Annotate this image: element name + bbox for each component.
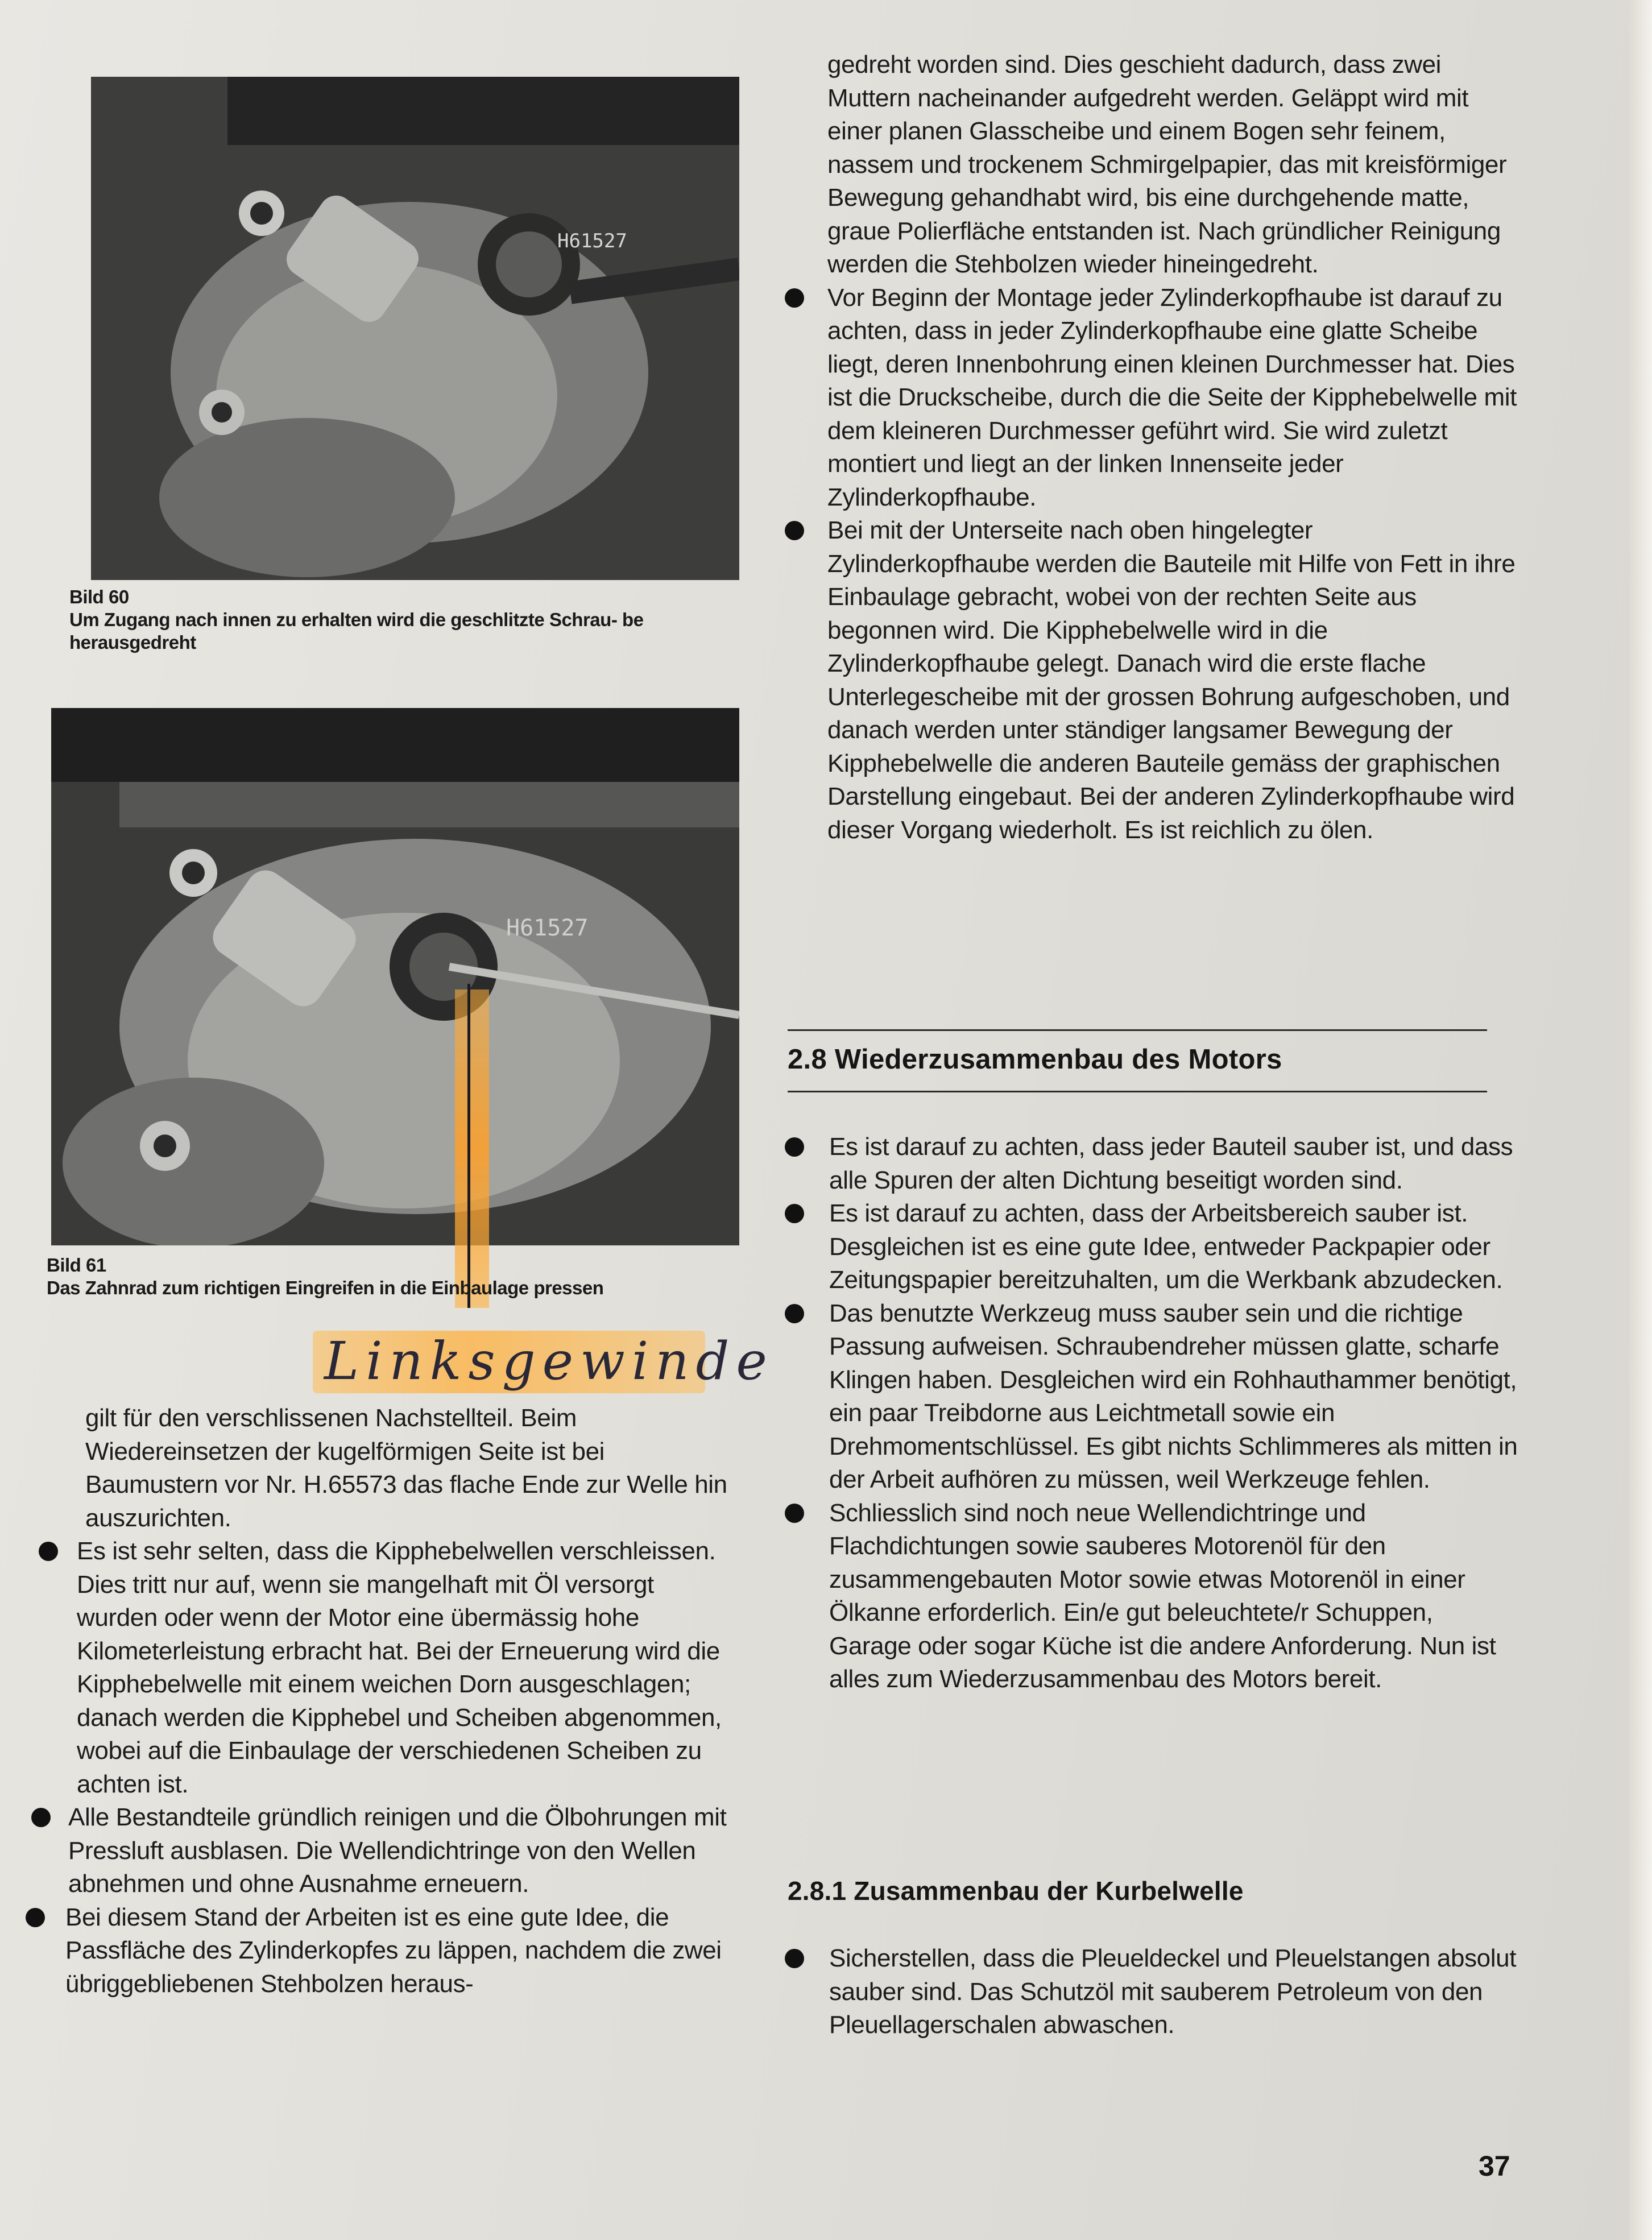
subsection-bullet-item: Sicherstellen, dass die Pleueldeckel und Pleuelstangen absolut sauber sind. Das Schutzöl mit sauberem Petroleum von den Pleuellagerschalen abwaschen. (785, 1942, 1518, 2042)
bullet-icon (39, 1542, 58, 1561)
section-rule-top (788, 1029, 1487, 1031)
figure-61-caption-block (47, 1254, 757, 1299)
handwritten-note (313, 1331, 774, 1393)
section-bullet-item: Das benutzte Werkzeug muss sauber sein und die richtige Passung aufweisen. Schraubendreher müssen glatte, scharfe Klingen haben. Desgleichen wird ein Rohhauthammer benötigt, ein paar Treibdorne aus Leichtmetall sowie ein Drehmomentschlüssel. Es gibt nichts Schlimmeres als mitten in der Arbeit aufhören zu müssen, weil Werkzeuge fehlen. (785, 1297, 1518, 1497)
left-intro-paragraph: gilt für den verschlissenen Nachstellteil. Beim Wiedereinsetzen der kugelförmigen Seite ist bei Baumustern vor Nr. H.65573 das flache Ende zur Welle hin auszurichten. (85, 1404, 727, 1532)
bullet-icon (31, 1808, 51, 1827)
figure-60-photo (91, 77, 739, 580)
left-bullet-item: Es ist sehr selten, dass die Kipphebelwellen verschleissen. Dies tritt nur auf, wenn sie mangelhaft mit Öl versorgt wurden oder wenn der Motor eine übermässig hohe Kilometerleistung erbracht hat. Bei der Erneuerung wird die Kipphebelwelle mit einem weichen Dorn ausgeschlagen; danach werden die Kipphebel und Scheiben abgenommen, wobei auf die Einbaulage der verschiedenen Scheiben zu achten ist. (34, 1535, 739, 1801)
left-column (34, 1402, 739, 2001)
figure-60-label: Bild 60 (69, 586, 129, 607)
left-bullet-item: Alle Bestandteile gründlich reinigen und die Ölbohrungen mit Pressluft ausblasen. Die Wellendichtringe von den Wellen abnehmen und ohne Ausnahme erneuern. (34, 1801, 739, 1901)
bullet-icon (785, 1137, 804, 1157)
right-bullet-item: Bei mit der Unterseite nach oben hingelegter Zylinderkopfhaube werden die Bauteile mit Hilfe von Fett in ihre Einbaulage gebracht, wobei von der rechten Seite aus begonnen wird. Die Kipphebelwelle wird in die Zylinderkopfhaube gelegt. Danach wird die erste flache Unterlegescheibe mit der grossen Bohrung aufgeschoben, und danach werden unter ständiger langsamer Bewegung der Kipphebelwelle die anderen Bauteile gemäss der graphischen Darstellung eingebaut. Bei der anderen Zylinderkopfhaube wird dieser Vorgang wiederholt. Es ist reichlich zu ölen. (785, 514, 1518, 847)
bullet-icon (785, 1949, 804, 1968)
page-edge (1629, 0, 1652, 2240)
section-rule-bottom (788, 1091, 1487, 1092)
figure-61-photo (51, 708, 739, 1245)
figure-60-caption-block (69, 586, 740, 654)
section-heading: 2.8 Wiederzusammenbau des Motors (788, 1044, 1282, 1075)
left-bullet-item: Bei diesem Stand der Arbeiten ist es eine gute Idee, die Passfläche des Zylinderkopfes zu läppen, nachdem die zwei übriggebliebenen Stehbolzen heraus- (34, 1901, 739, 2001)
bullet-icon (785, 1204, 804, 1223)
bullet-icon (26, 1908, 45, 1927)
right-column-top (785, 48, 1518, 847)
engine-photo-60-svg (91, 77, 739, 580)
bullet-icon (785, 1304, 804, 1323)
fig60-engraving: H61527 (557, 230, 627, 252)
bullet-icon (785, 288, 804, 308)
bullet-icon (785, 521, 804, 540)
right-bullet-item: Vor Beginn der Montage jeder Zylinderkopfhaube ist darauf zu achten, dass in jeder Zylinderkopfhaube eine glatte Scheibe liegt, deren Innenbohrung einen kleinen Durchmesser hat. Dies ist die Druckscheibe, durch die die Seite der Kipphebelwelle mit dem kleineren Durchmesser geführt wird. Sie wird zuletzt montiert und liegt an der linken Innenseite jeder Zylinderkopfhaube. (785, 281, 1518, 515)
subsection-heading: 2.8.1 Zusammenbau der Kurbelwelle (788, 1876, 1244, 1906)
handwritten-note-text: Linksgewinde (324, 1331, 774, 1392)
figure-61-caption: Das Zahnrad zum richtigen Eingreifen in die Einbaulage pressen (47, 1277, 604, 1298)
right-column-section (785, 1131, 1518, 1696)
figure-60-caption: Um Zugang nach innen zu erhalten wird die geschlitzte Schrau- be herausgedreht (69, 609, 644, 653)
right-column-subsection (785, 1942, 1518, 2042)
section-bullet-item: Es ist darauf zu achten, dass jeder Bauteil sauber ist, und dass alle Spuren der alten Dichtung beseitigt worden sind. (785, 1131, 1518, 1197)
figure-61-label: Bild 61 (47, 1254, 106, 1276)
fig61-engraving: H61527 (506, 915, 589, 941)
engine-photo-61-svg (51, 708, 739, 1245)
bullet-icon (785, 1504, 804, 1523)
section-bullet-item: Schliesslich sind noch neue Wellendichtringe und Flachdichtungen sowie sauberes Motorenöl für den zusammengebauten Motor sowie etwas Motorenöl in einer Ölkanne erforderlich. Ein/e gut beleuchtete/r Schuppen, Garage oder sogar Küche ist die andere Anforderung. Nun ist alles zum Wiederzusammenbau des Motors bereit. (785, 1497, 1518, 1696)
right-intro-paragraph: gedreht worden sind. Dies geschieht dadurch, dass zwei Muttern nacheinander aufgedreht werden. Geläppt wird mit einer planen Glasscheibe und einem Bogen sehr feinem, nassem und trockenem Schmirgelpapier, das mit kreisförmiger Bewegung gehandhabt wird, bis eine durchgehende matte, graue Polierfläche entstanden ist. Nach gründlicher Reinigung werden die Stehbolzen wieder hineingedreht. (827, 51, 1507, 278)
page-number: 37 (1479, 2150, 1510, 2182)
section-bullet-item: Es ist darauf zu achten, dass der Arbeitsbereich sauber ist. Desgleichen ist es eine gute Idee, entweder Packpapier oder Zeitungspapier bereitzuhalten, um die Werkbank abzudecken. (785, 1197, 1518, 1297)
